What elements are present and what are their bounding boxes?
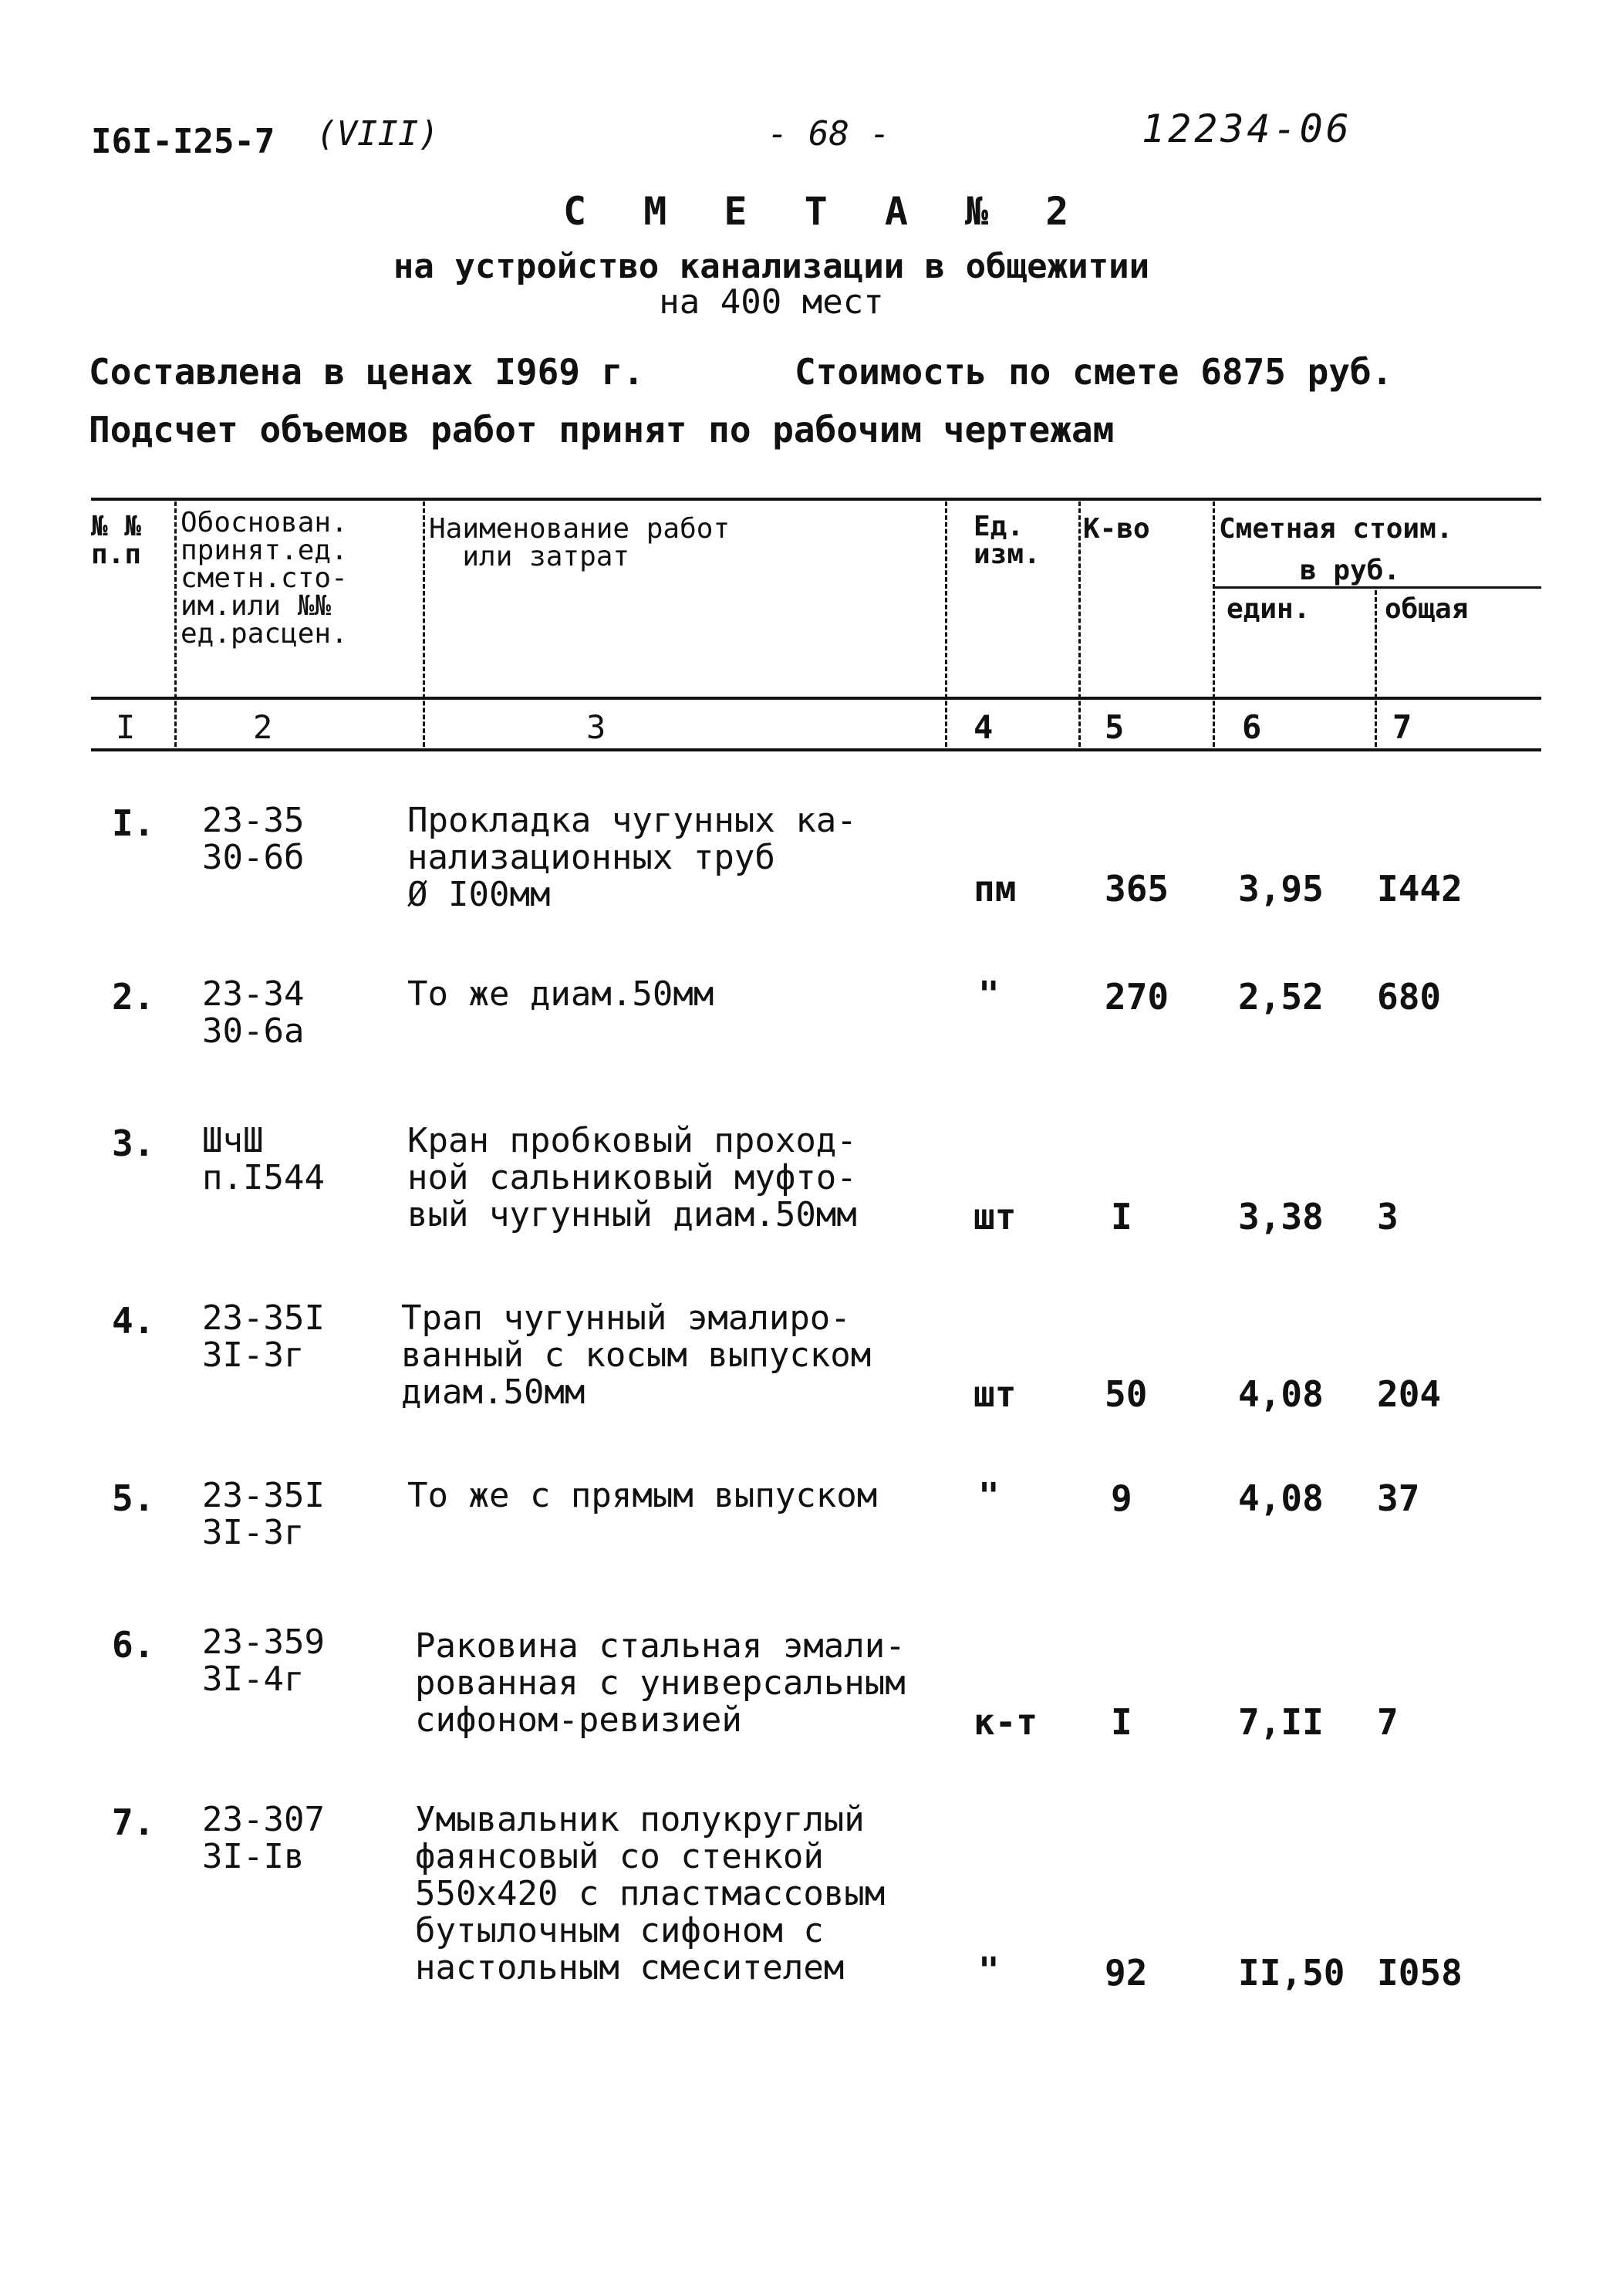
table-top-rule	[91, 498, 1541, 501]
table-header-rule	[91, 697, 1541, 700]
row-unit-cost: 3,95	[1238, 868, 1324, 910]
row-quantity: 50	[1105, 1373, 1148, 1415]
row-unit: "	[978, 974, 1000, 1015]
col-divider-2	[423, 501, 425, 747]
row-unit: шт	[974, 1196, 1017, 1237]
header-quantity: К-во	[1083, 513, 1150, 545]
header-work-name: Наименование работ или затрат	[429, 513, 731, 572]
header-unit: Ед. изм.	[974, 511, 1041, 570]
row-unit: к-т	[974, 1701, 1038, 1743]
column-number-5: 5	[1105, 708, 1125, 746]
header-basis: Обоснован. принят.ед. сметн.сто- им.или №№ ед.расцен.	[181, 507, 348, 650]
document-title: С М Е Т А № 2	[563, 189, 1086, 234]
col-divider-4	[1078, 501, 1081, 747]
row-total-cost: I058	[1377, 1952, 1463, 1994]
row-total-cost: 204	[1377, 1373, 1442, 1415]
row-code: ШчШ п.I544	[202, 1121, 325, 1197]
row-unit: шт	[974, 1373, 1017, 1415]
row-name: Трап чугунный эмалиро- ванный с косым выпуском диам.50мм	[401, 1298, 872, 1412]
estimate-cost: Стоимость по смете 6875 руб.	[795, 351, 1393, 393]
column-number-6: 6	[1242, 708, 1262, 746]
row-name: Умывальник полукруглый фаянсовый со стенкой 550х420 с пластмассовым бутылочным сифоном с настольным смесителем	[415, 1800, 886, 1987]
row-number: 3.	[112, 1123, 155, 1164]
row-quantity: I	[1111, 1701, 1132, 1743]
header-cost-group: Сметная стоим.	[1219, 513, 1453, 545]
column-number-1: I	[116, 708, 136, 746]
row-unit-cost: 3,38	[1238, 1196, 1324, 1237]
header-total-cost: общая	[1385, 593, 1469, 625]
subtitle-line-1: на устройство канализации в общежитии	[393, 247, 1150, 286]
row-number: 6.	[112, 1624, 155, 1666]
row-total-cost: 680	[1377, 976, 1442, 1018]
row-unit: пм	[974, 868, 1017, 910]
col-divider-3	[945, 501, 947, 747]
row-code: 23-35I 3I-3г	[202, 1476, 325, 1552]
row-total-cost: 7	[1377, 1701, 1399, 1743]
row-name: То же с прямым выпуском	[407, 1476, 878, 1515]
row-number: 7.	[112, 1801, 155, 1843]
column-number-3: 3	[586, 708, 606, 746]
row-number: I.	[112, 802, 155, 844]
col-divider-6	[1375, 590, 1377, 747]
row-total-cost: I442	[1377, 868, 1463, 910]
subtitle-line-2: на 400 мест	[659, 282, 884, 322]
row-name: То же диам.50мм	[407, 974, 714, 1014]
row-quantity: 365	[1105, 868, 1169, 910]
col-divider-1	[174, 501, 177, 747]
row-unit-cost: 7,II	[1238, 1701, 1324, 1743]
row-code: 23-34 30-6а	[202, 974, 305, 1051]
document-code: I6I-I25-7	[91, 122, 275, 161]
table-colnum-rule	[91, 748, 1541, 751]
row-number: 2.	[112, 976, 155, 1018]
row-total-cost: 37	[1377, 1477, 1420, 1519]
price-basis: Составлена в ценах I969 г.	[89, 351, 645, 393]
row-name: Раковина стальная эмали- рованная с универсальным сифоном-ревизией	[415, 1626, 906, 1740]
row-unit: "	[978, 1950, 1000, 1991]
row-code: 23-359 3I-4г	[202, 1622, 325, 1699]
row-code: 23-35 30-6б	[202, 801, 305, 877]
row-unit-cost: 2,52	[1238, 976, 1324, 1018]
page-number: - 68 -	[768, 114, 890, 154]
cost-group-rule	[1213, 586, 1541, 589]
document-code-handwritten: (VIII)	[316, 114, 439, 154]
row-unit-cost: II,50	[1238, 1952, 1345, 1994]
row-total-cost: 3	[1377, 1196, 1399, 1237]
archive-number: 12234-06	[1142, 106, 1352, 151]
column-number-2: 2	[253, 708, 273, 746]
header-number: № № п.п	[91, 511, 142, 570]
column-number-7: 7	[1392, 708, 1412, 746]
row-unit-cost: 4,08	[1238, 1477, 1324, 1519]
row-code: 23-35I 3I-3г	[202, 1298, 325, 1375]
column-number-4: 4	[974, 708, 994, 746]
row-quantity: 9	[1111, 1477, 1132, 1519]
header-cost-currency: в руб.	[1300, 555, 1401, 586]
row-code: 23-307 3I-Iв	[202, 1800, 325, 1876]
row-name: Кран пробковый проход- ной сальниковый муфто- вый чугунный диам.50мм	[407, 1121, 857, 1234]
row-number: 4.	[112, 1300, 155, 1342]
row-unit: "	[978, 1475, 1000, 1517]
row-quantity: 270	[1105, 976, 1169, 1018]
col-divider-5	[1213, 501, 1215, 747]
row-unit-cost: 4,08	[1238, 1373, 1324, 1415]
row-quantity: 92	[1105, 1952, 1148, 1994]
volume-basis: Подсчет объемов работ принят по рабочим чертежам	[89, 409, 1115, 451]
header-unit-cost: един.	[1227, 593, 1311, 625]
row-number: 5.	[112, 1477, 155, 1519]
row-name: Прокладка чугунных ка- нализационных труб Ø I00мм	[407, 801, 857, 914]
row-quantity: I	[1111, 1196, 1132, 1237]
